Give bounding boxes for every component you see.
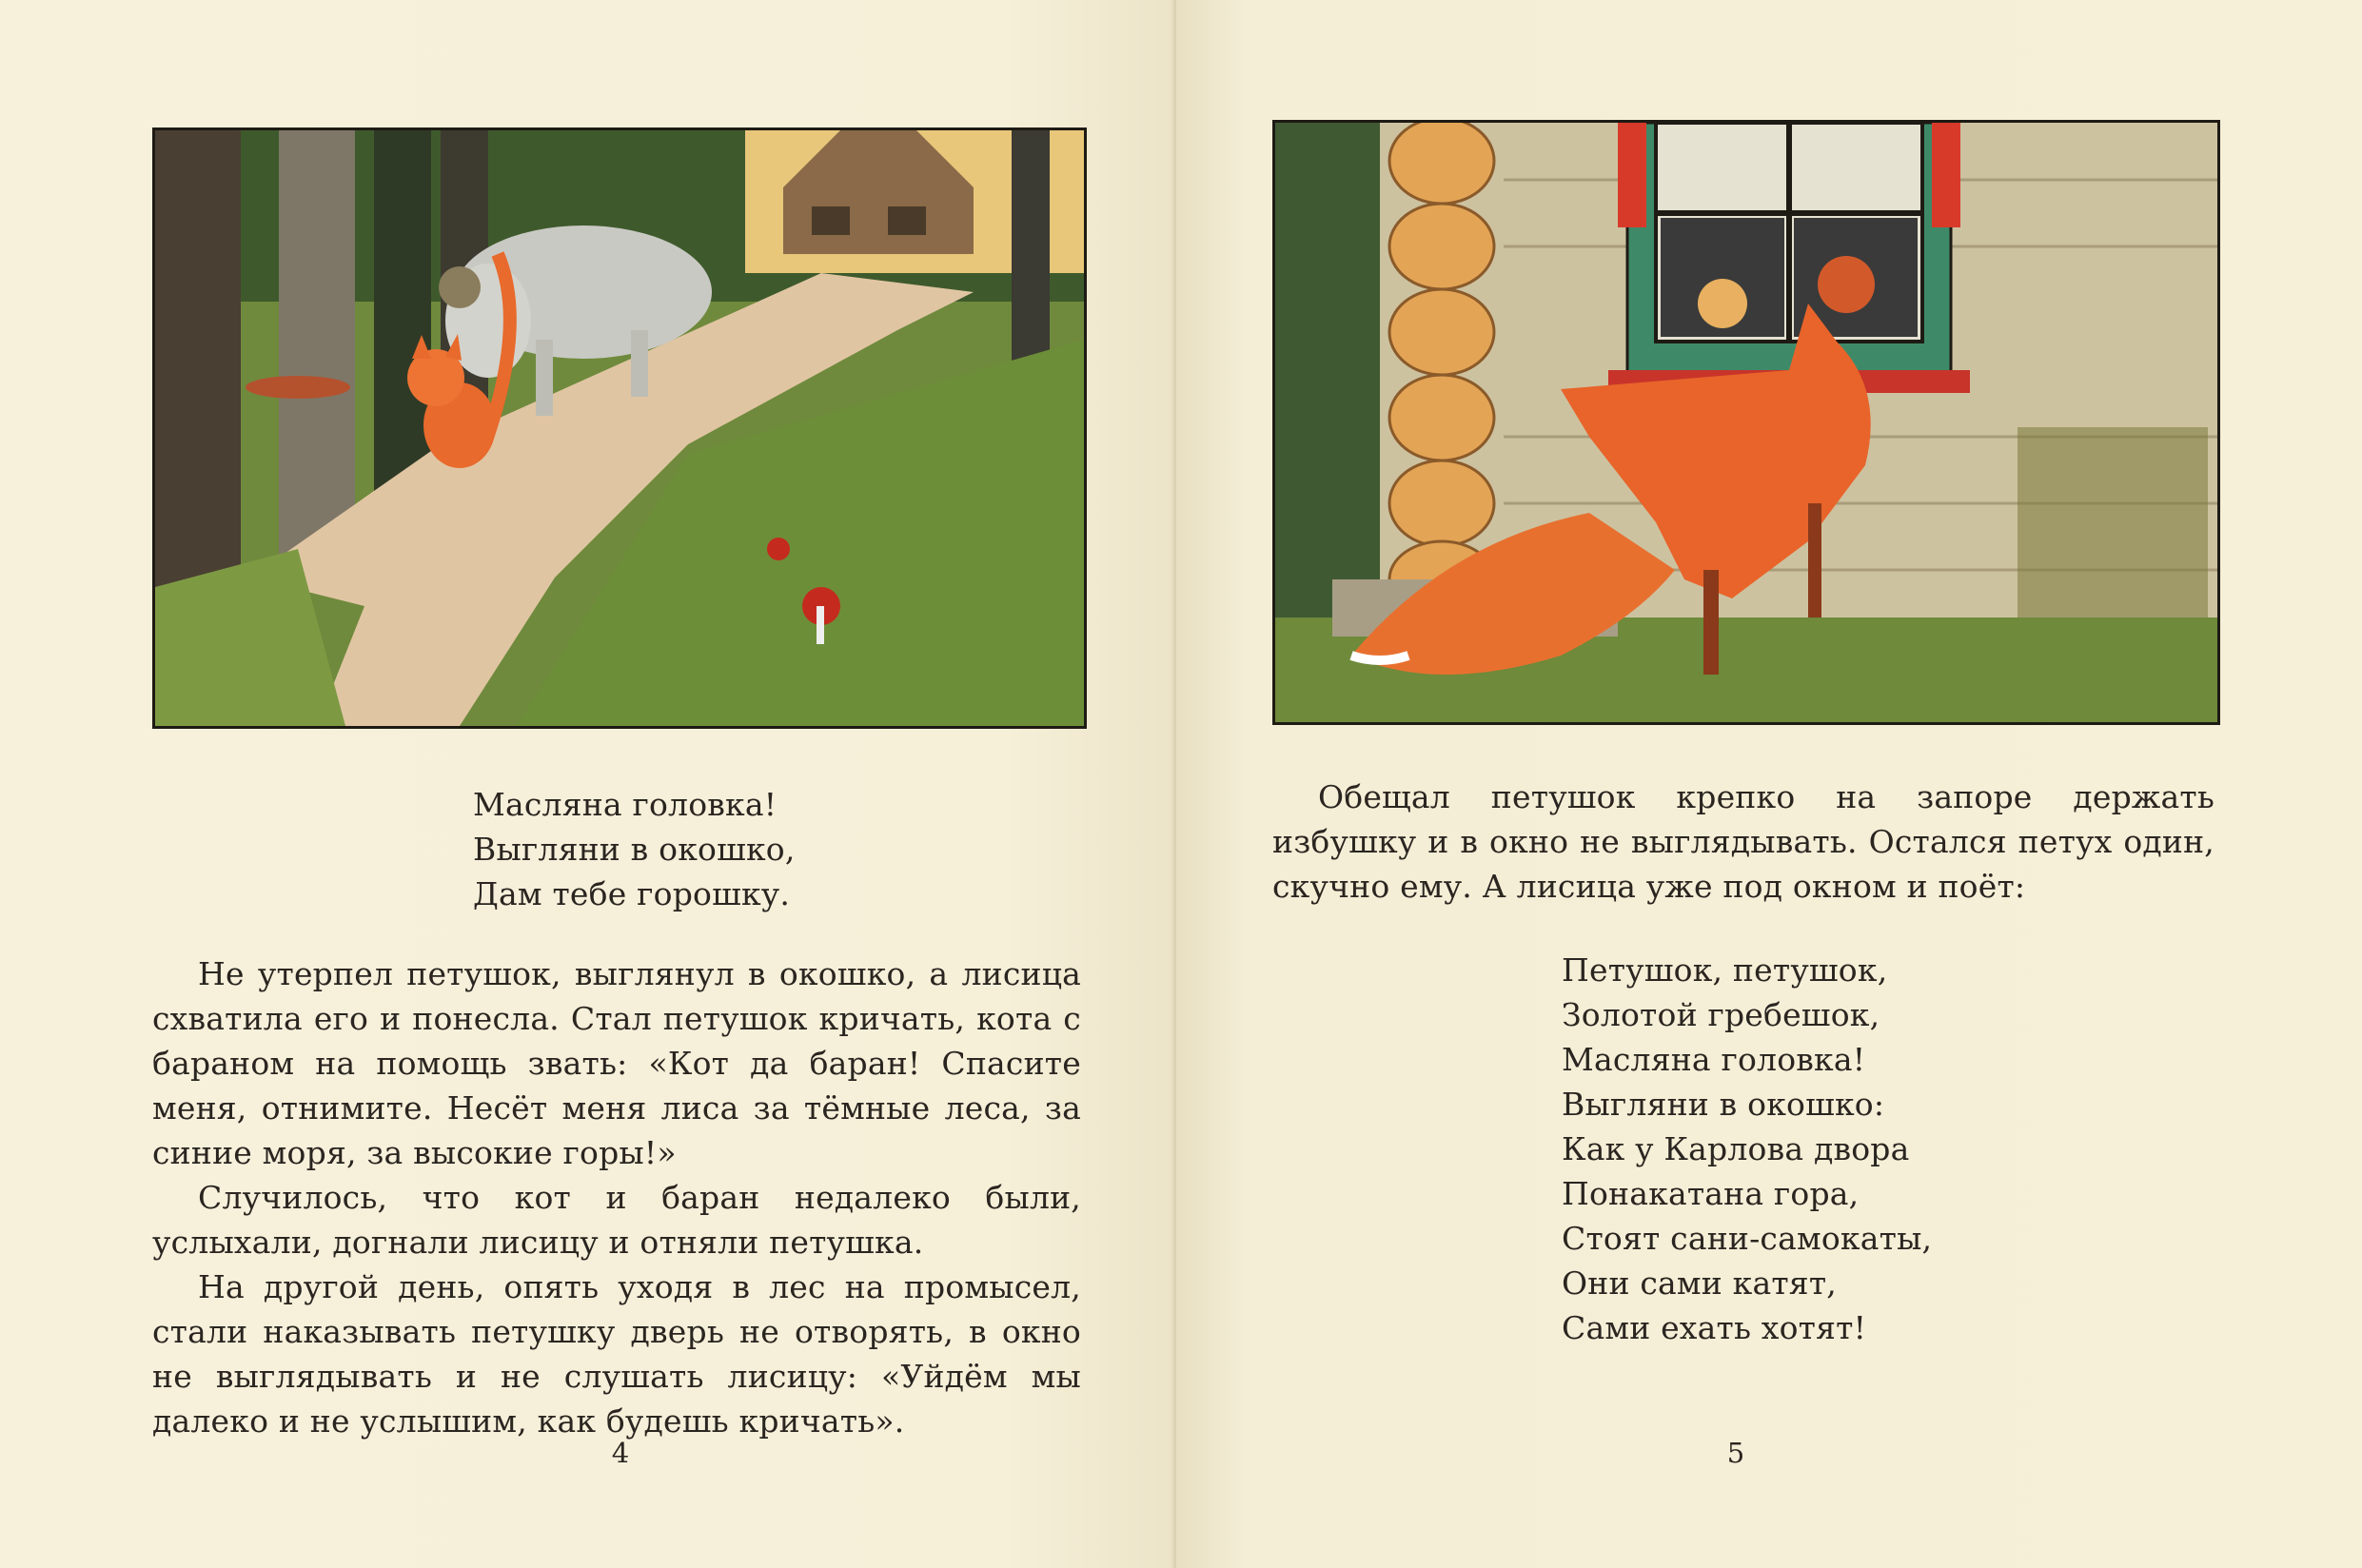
verse-line: Сами ехать хотят!	[1562, 1309, 1867, 1346]
paragraph: На другой день, опять уходя в лес на промысел, стали наказывать петушку дверь не отворять, в окно не выглядывать и не слушать лисицу: «Уйдём мы далеко и не услышим, как будешь кричать».	[152, 1268, 1081, 1440]
paragraph: Не утерпел петушок, выглянул в окошко, а лисица схватила его и понесла. Стал петушок кричать, кота с бараном на помощь звать: «Кот да баран! Спасите меня, отнимите. Несёт меня лиса за тёмные леса, за синие моря, за высокие горы!»	[152, 955, 1081, 1171]
verse-line: Золотой гребешок,	[1562, 996, 1880, 1033]
verse-left	[473, 782, 1006, 916]
verse-line: Стоят сани-самокаты,	[1562, 1220, 1933, 1257]
verse-line: Как у Карлова двора	[1562, 1130, 1910, 1167]
verse-line: Масляна головка!	[1562, 1041, 1866, 1078]
verse-line: Понакатана гора,	[1562, 1175, 1860, 1212]
verse-line: Дам тебе горошку.	[473, 875, 791, 912]
page-number-left: 4	[611, 1437, 630, 1469]
verse-line: Они сами катят,	[1562, 1264, 1837, 1302]
verse-line: Выгляни в окошко:	[1562, 1086, 1885, 1123]
verse-line: Масляна головка!	[473, 786, 777, 823]
paragraph: Случилось, что кот и баран недалеко были, услыхали, догнали лисицу и отняли петушка.	[152, 1179, 1081, 1261]
verse-right	[1562, 948, 2095, 1350]
left-page	[0, 0, 1176, 1568]
illustration-fox-at-window	[1272, 120, 2220, 725]
paragraph: Обещал петушок крепко на запоре держать избушку и в окно не выглядывать. Остался петух один, скучно ему. А лисица уже под окном и поёт:	[1272, 778, 2214, 905]
verse-line: Выгляни в окошко,	[473, 831, 796, 868]
page-number-right: 5	[1726, 1437, 1745, 1469]
prose-right	[1272, 774, 2214, 909]
right-page	[1176, 0, 2362, 1568]
verse-line: Петушок, петушок,	[1562, 951, 1888, 989]
prose-left	[152, 951, 1081, 1443]
illustration-cat-and-ram	[152, 127, 1087, 729]
